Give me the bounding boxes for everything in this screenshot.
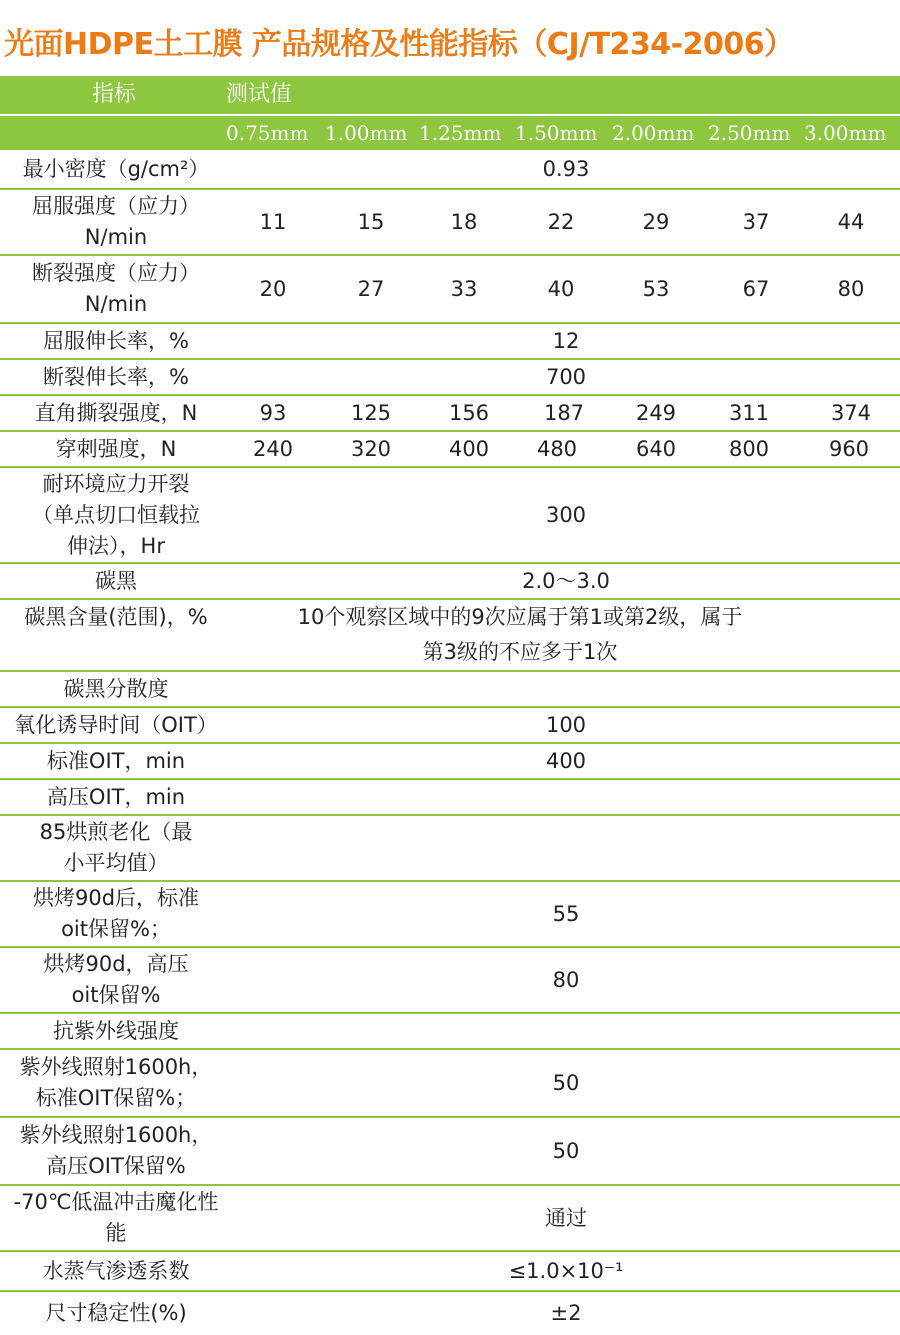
table-row	[0, 1050, 900, 1118]
row-value: 53	[642, 277, 670, 301]
row-value: 100	[545, 712, 587, 737]
row-label: 抗紫外线强度	[53, 1018, 179, 1043]
header-test-label: 测试值	[226, 82, 293, 107]
row-value: 480	[536, 437, 578, 461]
row-value: 80	[837, 277, 865, 301]
row-label: 烘烤90d，高压oit保留%	[43, 952, 189, 1007]
row-label: 标准OIT，min	[46, 748, 186, 773]
table-row	[0, 324, 900, 360]
row-value: 18	[450, 210, 478, 234]
row-value	[232, 672, 900, 706]
row-value: 374	[830, 401, 872, 425]
table-row	[0, 190, 900, 256]
row-value	[232, 816, 900, 880]
row-value: 20	[259, 277, 287, 301]
row-value: 50	[552, 1138, 580, 1163]
row-label: 烘烤90d后，标准oit保留%；	[32, 886, 200, 941]
row-label: 屈服强度（应力）N/min	[32, 194, 200, 249]
table-row	[0, 432, 900, 468]
page-title: 光面HDPE土工膜 产品规格及性能指标（CJ/T234-2006）	[4, 27, 794, 62]
row-value: 通过	[545, 1205, 587, 1230]
table-row	[0, 1118, 900, 1186]
row-value: 0.93	[542, 156, 590, 181]
row-label: 屈服伸长率，%	[43, 328, 189, 353]
row-label: 断裂伸长率，%	[43, 364, 189, 389]
header-index-label: 指标	[92, 82, 137, 107]
table-row	[0, 256, 900, 324]
table-row	[0, 1014, 900, 1050]
row-value: 700	[545, 364, 587, 389]
table-row	[0, 600, 900, 672]
row-label: 直角撕裂强度，N	[34, 400, 198, 425]
row-value: 67	[742, 277, 770, 301]
header-row	[0, 76, 900, 114]
row-label: 碳黑分散度	[63, 676, 169, 701]
table-row	[0, 708, 900, 744]
row-value: 44	[837, 210, 865, 234]
row-value: 10个观察区域中的9次应属于第1或第2级，属于第3级的不应多于1次	[297, 605, 743, 664]
table-row	[0, 744, 900, 780]
row-label: 穿刺强度，N	[55, 436, 177, 461]
size-header: 1.00mm	[325, 121, 408, 145]
table-row	[0, 150, 900, 190]
row-label: 高压OIT，min	[46, 784, 186, 809]
table-row	[0, 564, 900, 600]
row-value: 55	[552, 901, 580, 926]
table-row	[0, 396, 900, 432]
size-header: 1.25mm	[419, 121, 502, 145]
row-value: 300	[545, 502, 587, 527]
row-label: 断裂强度（应力）N/min	[32, 261, 200, 316]
size-header: 1.50mm	[515, 121, 598, 145]
table-row	[0, 672, 900, 708]
row-value: 80	[552, 967, 580, 992]
row-label: 水蒸气渗透系数	[42, 1258, 190, 1283]
table-row	[0, 816, 900, 882]
table-row	[0, 780, 900, 816]
row-value	[232, 1014, 900, 1048]
row-value: 40	[547, 277, 575, 301]
row-label: 紫外线照射1600h，高压OIT保留%	[19, 1123, 213, 1178]
row-value: 33	[450, 277, 478, 301]
row-label: 氧化诱导时间（OIT）	[14, 712, 218, 737]
row-value: 93	[259, 401, 287, 425]
row-value: 11	[259, 210, 287, 234]
row-value	[232, 780, 900, 814]
table-row	[0, 1292, 900, 1335]
table-row	[0, 1186, 900, 1252]
size-header: 0.75mm	[226, 121, 309, 145]
table-row	[0, 882, 900, 948]
row-value: 640	[635, 437, 677, 461]
row-value: 400	[448, 437, 490, 461]
row-value: 27	[357, 277, 385, 301]
table-row	[0, 1252, 900, 1292]
row-value: ±2	[550, 1301, 582, 1325]
row-value: 125	[350, 401, 392, 425]
row-value: 15	[357, 210, 385, 234]
size-header: 2.50mm	[708, 121, 791, 145]
row-value: 320	[350, 437, 392, 461]
row-label: 碳黑含量(范围)，%	[24, 605, 208, 629]
row-value: 12	[552, 328, 580, 353]
row-value: 249	[635, 401, 677, 425]
size-header-row	[0, 114, 900, 150]
size-header: 2.00mm	[612, 121, 695, 145]
row-value: 2.0～3.0	[522, 568, 610, 593]
row-value: 37	[742, 210, 770, 234]
row-value: 22	[547, 210, 575, 234]
row-label: 最小密度（g/cm²）	[22, 156, 210, 181]
table-row	[0, 360, 900, 396]
row-value: 960	[828, 437, 870, 461]
size-header: 3.00mm	[804, 121, 887, 145]
row-value: 240	[252, 437, 294, 461]
row-value: 400	[545, 748, 587, 773]
row-value: 156	[448, 401, 490, 425]
row-value: ≤1.0×10⁻¹	[508, 1258, 624, 1283]
row-label: -70℃低温冲击魔化性能	[13, 1190, 219, 1245]
row-value: 50	[552, 1070, 580, 1095]
row-label: 紫外线照射1600h，标准OIT保留%；	[19, 1055, 213, 1110]
row-label: 85烘煎老化（最小平均值）	[39, 820, 193, 875]
row-value: 800	[728, 437, 770, 461]
table-row	[0, 468, 900, 564]
row-label: 耐环境应力开裂（单点切口恒载拉伸法），Hr	[32, 471, 200, 558]
table-row	[0, 948, 900, 1014]
row-label: 碳黑	[95, 568, 137, 593]
row-label: 尺寸稳定性(%)	[45, 1301, 187, 1325]
row-value: 311	[728, 401, 770, 425]
row-value: 187	[543, 401, 585, 425]
row-value: 29	[642, 210, 670, 234]
